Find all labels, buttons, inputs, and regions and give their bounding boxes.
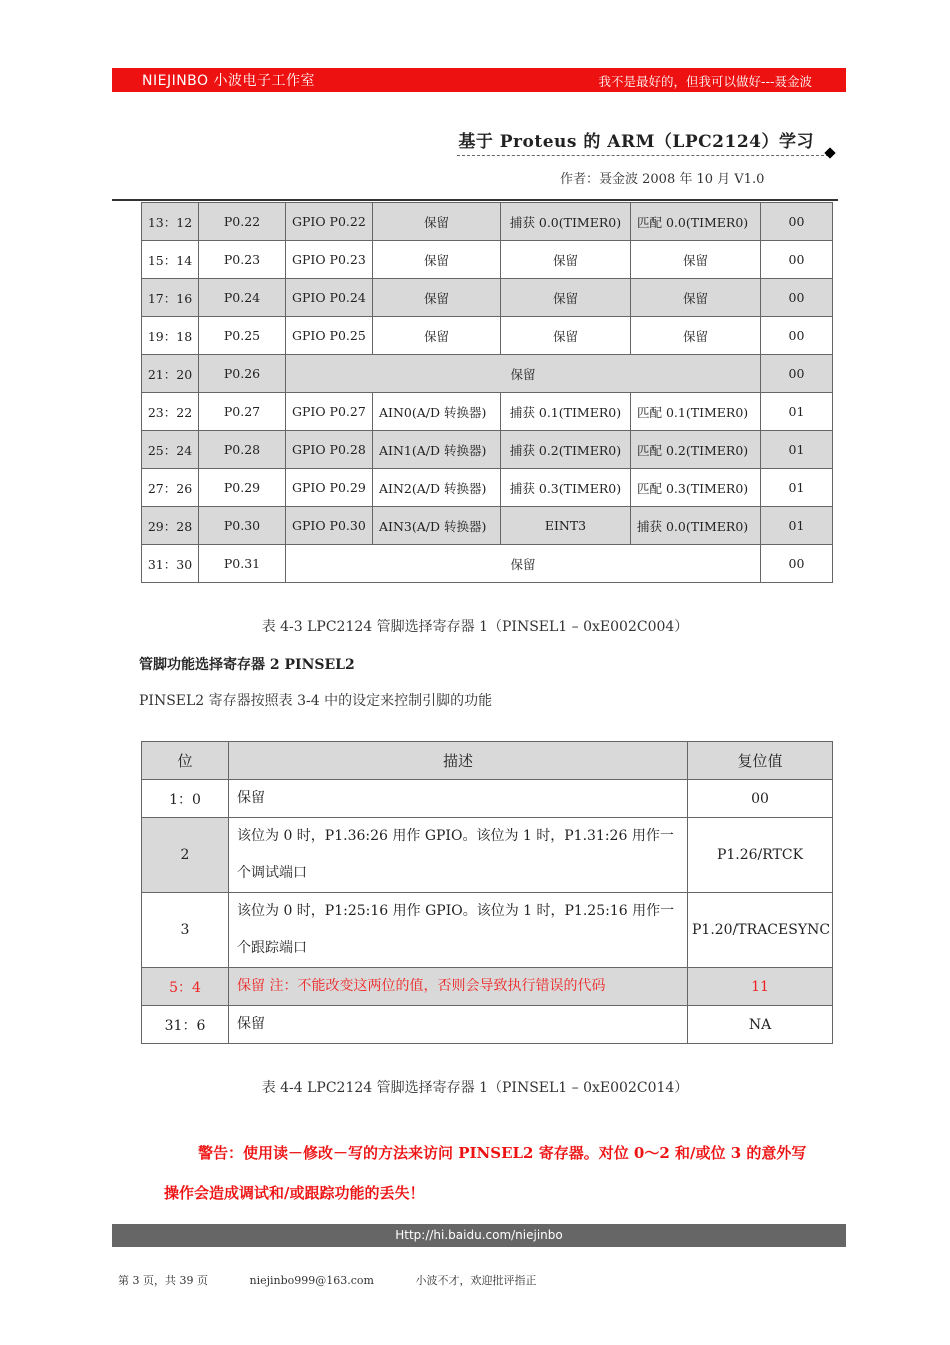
pinsel1-table [141, 202, 833, 583]
description-cell: 保留 [229, 780, 688, 818]
document-title: 基于 Proteus 的 ARM（LPC2124）学习 [458, 132, 814, 152]
table-row [142, 431, 833, 469]
function-cell: 匹配 0.3(TIMER0) [631, 469, 761, 507]
bit-cell: 31：6 [142, 1006, 229, 1044]
header-cell: 位 [142, 742, 229, 780]
table-row [142, 203, 833, 241]
bit-cell: 27：26 [142, 469, 199, 507]
table-row [142, 355, 833, 393]
function-cell: 保留 [373, 317, 501, 355]
reset-cell: 01 [761, 393, 833, 431]
table-row [142, 968, 833, 1006]
table-row [142, 279, 833, 317]
bit-cell: 21：20 [142, 355, 199, 393]
function-cell: GPIO P0.23 [286, 241, 373, 279]
function-cell: 保留 [373, 241, 501, 279]
reset-cell: 01 [761, 469, 833, 507]
pin-cell: P0.28 [199, 431, 286, 469]
function-cell: 保留 [286, 355, 761, 393]
header-cell: 描述 [229, 742, 688, 780]
reset-cell: 11 [688, 968, 833, 1006]
function-cell: AIN0(A/D 转换器) [373, 393, 501, 431]
diamond-icon [824, 147, 835, 158]
table-row [142, 545, 833, 583]
function-cell: 捕获 0.2(TIMER0) [501, 431, 631, 469]
function-cell: GPIO P0.24 [286, 279, 373, 317]
function-cell: 捕获 0.1(TIMER0) [501, 393, 631, 431]
function-cell: 匹配 0.0(TIMER0) [631, 203, 761, 241]
table-row [142, 1006, 833, 1044]
function-cell: 保留 [501, 279, 631, 317]
header-bar [112, 68, 846, 92]
header-cell: 复位值 [688, 742, 833, 780]
function-cell: 匹配 0.1(TIMER0) [631, 393, 761, 431]
table-row [142, 818, 833, 893]
warning-line: 警告：使用读－修改－写的方法来访问 PINSEL2 寄存器。对位 0～2 和/或位 3 的意外写 [198, 1144, 807, 1162]
pin-cell: P0.24 [199, 279, 286, 317]
bit-cell: 13：12 [142, 203, 199, 241]
pin-cell: P0.31 [199, 545, 286, 583]
reset-cell: 01 [761, 431, 833, 469]
bit-cell: 25：24 [142, 431, 199, 469]
reset-cell: 01 [761, 507, 833, 545]
reset-cell: 00 [761, 355, 833, 393]
studio-name: NIEJINBO 小波电子工作室 [142, 73, 316, 89]
reset-cell: 00 [688, 780, 833, 818]
pin-cell: P0.27 [199, 393, 286, 431]
bit-cell: 31：30 [142, 545, 199, 583]
table-row [142, 241, 833, 279]
reset-cell: 00 [761, 203, 833, 241]
function-cell: GPIO P0.29 [286, 469, 373, 507]
warning-line: 操作会造成调试和/或跟踪功能的丢失！ [164, 1184, 425, 1202]
reset-cell: 00 [761, 317, 833, 355]
footer-note: 小波不才，欢迎批评指正 [415, 1274, 537, 1287]
reset-cell: NA [688, 1006, 833, 1044]
pinsel2-table [141, 741, 833, 1044]
footer-bar [112, 1224, 846, 1247]
reset-cell: 00 [761, 241, 833, 279]
pin-cell: P0.30 [199, 507, 286, 545]
table-row [142, 317, 833, 355]
bit-cell: 19：18 [142, 317, 199, 355]
function-cell: GPIO P0.28 [286, 431, 373, 469]
footer-info [118, 1272, 574, 1288]
reset-cell: P1.26/RTCK [688, 818, 833, 893]
function-cell: 保留 [286, 545, 761, 583]
function-cell: GPIO P0.27 [286, 393, 373, 431]
function-cell: AIN2(A/D 转换器) [373, 469, 501, 507]
function-cell: 匹配 0.2(TIMER0) [631, 431, 761, 469]
description-cell: 保留 [229, 1006, 688, 1044]
description-cell: 该位为 0 时，P1:25:16 用作 GPIO。该位为 1 时，P1.25:16 用作一个跟踪端口 [229, 893, 688, 968]
table-row [142, 393, 833, 431]
pin-cell: P0.25 [199, 317, 286, 355]
header-motto: 我不是最好的，但我可以做好---聂金波 [598, 74, 812, 89]
bit-cell: 1：0 [142, 780, 229, 818]
bit-cell: 3 [142, 893, 229, 968]
function-cell: 保留 [373, 203, 501, 241]
table-caption: 表 4-4 LPC2124 管脚选择寄存器 1（PINSEL1 – 0xE002C014） [261, 1080, 689, 1096]
header-divider [112, 199, 838, 201]
bit-cell: 15：14 [142, 241, 199, 279]
function-cell: AIN1(A/D 转换器) [373, 431, 501, 469]
function-cell: EINT3 [501, 507, 631, 545]
bit-cell: 2 [142, 818, 229, 893]
footer-email: niejinbo999@163.com [249, 1274, 374, 1287]
function-cell: 捕获 0.3(TIMER0) [501, 469, 631, 507]
function-cell: 保留 [373, 279, 501, 317]
reset-cell: P1.20/TRACESYNC [688, 893, 833, 968]
section-description: PINSEL2 寄存器按照表 3-4 中的设定来控制引脚的功能 [139, 693, 493, 709]
reset-cell: 00 [761, 279, 833, 317]
table-row [142, 469, 833, 507]
table-header-row [142, 742, 833, 780]
function-cell: GPIO P0.25 [286, 317, 373, 355]
function-cell: 保留 [631, 241, 761, 279]
footer-url-link[interactable]: Http://hi.baidu.com/niejinbo [395, 1228, 563, 1242]
page-number: 第 3 页，共 39 页 [118, 1274, 208, 1287]
reset-cell: 00 [761, 545, 833, 583]
bit-cell: 5：4 [142, 968, 229, 1006]
function-cell: 捕获 0.0(TIMER0) [631, 507, 761, 545]
function-cell: 保留 [631, 317, 761, 355]
table-row [142, 507, 833, 545]
description-cell: 该位为 0 时，P1.36:26 用作 GPIO。该位为 1 时，P1.31:26 用作一个调试端口 [229, 818, 688, 893]
pinsel1-table-body [142, 203, 833, 583]
warning-note [164, 1133, 844, 1213]
pin-cell: P0.22 [199, 203, 286, 241]
pin-cell: P0.23 [199, 241, 286, 279]
function-cell: 保留 [631, 279, 761, 317]
table-caption: 表 4-3 LPC2124 管脚选择寄存器 1（PINSEL1 – 0xE002C004） [261, 619, 689, 635]
bit-cell: 23：22 [142, 393, 199, 431]
function-cell: AIN3(A/D 转换器) [373, 507, 501, 545]
description-cell: 保留 注：不能改变这两位的值，否则会导致执行错误的代码 [229, 968, 688, 1006]
function-cell: 保留 [501, 241, 631, 279]
function-cell: GPIO P0.22 [286, 203, 373, 241]
pin-cell: P0.26 [199, 355, 286, 393]
function-cell: 保留 [501, 317, 631, 355]
author-line: 作者：聂金波 2008 年 10 月 V1.0 [560, 172, 765, 187]
bit-cell: 17：16 [142, 279, 199, 317]
table-row [142, 893, 833, 968]
table-row [142, 780, 833, 818]
function-cell: GPIO P0.30 [286, 507, 373, 545]
bit-cell: 29：28 [142, 507, 199, 545]
section-heading: 管脚功能选择寄存器 2 PINSEL2 [139, 657, 355, 673]
function-cell: 捕获 0.0(TIMER0) [501, 203, 631, 241]
pin-cell: P0.29 [199, 469, 286, 507]
title-divider [457, 155, 829, 156]
